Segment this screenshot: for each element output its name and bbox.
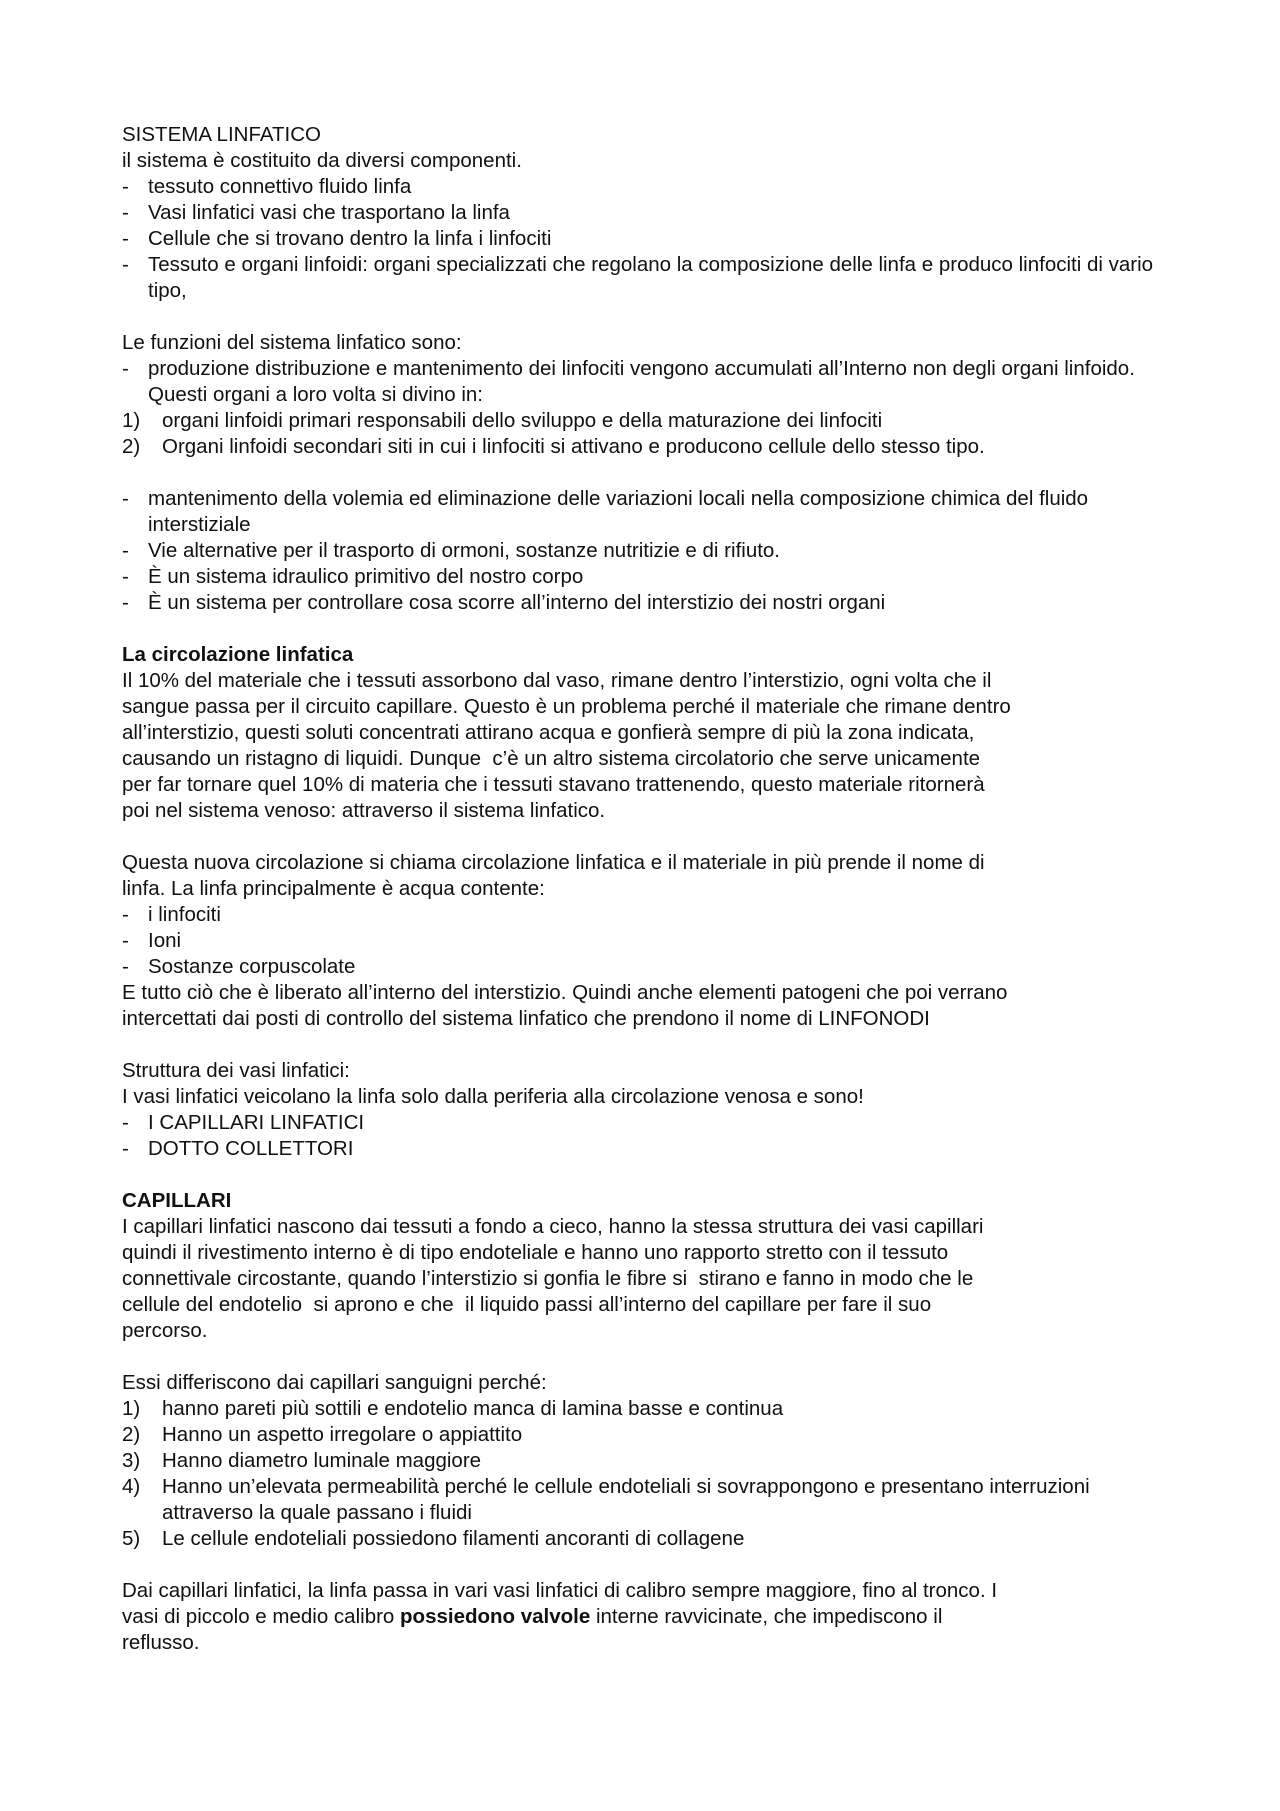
document-title: SISTEMA LINFATICO [122, 123, 321, 146]
structure-intro: I vasi linfatici veicolano la linfa solo dalla periferia alla circolazione venosa e sono! [122, 1085, 864, 1108]
spacer [122, 824, 1182, 850]
numbered-item: 2) Organi linfoidi secondari siti in cui i linfociti si attivano e producono cellule dello stesso tipo. [122, 435, 985, 458]
final-paragraph [122, 1578, 1182, 1656]
list-item: - Vie alternative per il trasporto di ormoni, sostanze nutritizie e di rifiuto. [122, 539, 781, 562]
numbered-item: 2) Hanno un aspetto irregolare o appiattito [122, 1423, 523, 1446]
circulation-heading: La circolazione linfatica [122, 643, 354, 666]
paragraph-line: causando un ristagno di liquidi. Dunque c’è un altro sistema circolatorio che serve unicamente [122, 747, 981, 770]
dash-bullet: - [122, 1111, 129, 1134]
item-number: 3) [122, 1449, 141, 1472]
list-item: - i linfociti [122, 903, 221, 926]
spacer [122, 1032, 1182, 1058]
paragraph-line [122, 1604, 1182, 1630]
spacer [122, 460, 1182, 486]
numbered-item: 1) hanno pareti più sottili e endotelio manca di lamina basse e continua [122, 1397, 784, 1420]
list-item: - DOTTO COLLETTORI [122, 1137, 354, 1160]
list-item: - Tessuto e organi linfoidi: organi specializzati che regolano la composizione delle linfa e produco linfociti di vario tipo, [122, 253, 1154, 302]
list-item: - produzione distribuzione e mantenimento dei linfociti vengono accumulati all’Interno non degli organi linfoido. Questi organi a loro volta si divino in: [122, 357, 1135, 406]
paragraph-line: Il 10% del materiale che i tessuti assorbono dal vaso, rimane dentro l’interstizio, ogni volta che il [122, 669, 992, 692]
numbered-item: 3) Hanno diametro luminale maggiore [122, 1449, 482, 1472]
item-number: 2) [122, 435, 141, 458]
dash-bullet: - [122, 903, 129, 926]
differences-list [122, 1396, 1182, 1552]
item-number: 1) [122, 1397, 141, 1420]
structure-heading: Struttura dei vasi linfatici: [122, 1059, 350, 1082]
item-number: 4) [122, 1475, 141, 1498]
structure-list [122, 1110, 1182, 1162]
list-item: - mantenimento della volemia ed eliminazione delle variazioni locali nella composizione chimica del fluido interstiziale [122, 487, 1089, 536]
paragraph-line: cellule del endotelio si aprono e che il liquido passi all’interno del capillare per fare il suo [122, 1293, 932, 1316]
capillari-paragraph [122, 1214, 1182, 1344]
item-number: 2) [122, 1423, 141, 1446]
dash-bullet: - [122, 357, 129, 380]
spacer [122, 304, 1182, 330]
item-number: 1) [122, 409, 141, 432]
spacer [122, 616, 1182, 642]
functions-more-list [122, 486, 1182, 616]
paragraph-line: connettivale circostante, quando l’interstizio si gonfia le fibre si stirano e fanno in modo che le [122, 1267, 974, 1290]
numbered-item: 1) organi linfoidi primari responsabili dello sviluppo e della maturazione dei linfociti [122, 409, 883, 432]
paragraph-line: reflusso. [122, 1631, 200, 1654]
numbered-item: 5) Le cellule endoteliali possiedono filamenti ancoranti di collagene [122, 1527, 745, 1550]
list-item: - I CAPILLARI LINFATICI [122, 1111, 365, 1134]
circulation-paragraph [122, 668, 1182, 824]
dash-bullet: - [122, 201, 129, 224]
capillari-heading: CAPILLARI [122, 1189, 232, 1212]
components-list [122, 174, 1182, 304]
dash-bullet: - [122, 955, 129, 978]
paragraph-line: percorso. [122, 1319, 208, 1342]
dash-bullet: - [122, 929, 129, 952]
item-number: 5) [122, 1527, 141, 1550]
organ-types-list [122, 408, 1182, 460]
spacer [122, 1162, 1182, 1188]
paragraph-line: Questa nuova circolazione si chiama circolazione linfatica e il materiale in più prende il nome di [122, 851, 985, 874]
paragraph-line: sangue passa per il circuito capillare. Questo è un problema perché il materiale che rimane dentro [122, 695, 1011, 718]
paragraph-line: linfa. La linfa principalmente è acqua contente: [122, 877, 545, 900]
list-item: - tessuto connettivo fluido linfa [122, 175, 412, 198]
dash-bullet: - [122, 565, 129, 588]
list-item: - Sostanze corpuscolate [122, 955, 356, 978]
dash-bullet: - [122, 175, 129, 198]
bold-text-run: possiedono valvole [400, 1605, 591, 1628]
paragraph-line: quindi il rivestimento interno è di tipo endoteliale e hanno uno rapporto stretto con il tessuto [122, 1241, 949, 1264]
dash-bullet: - [122, 591, 129, 614]
text-run: interne ravvicinate, che impediscono il [590, 1605, 943, 1628]
spacer [122, 1552, 1182, 1578]
paragraph-line: I capillari linfatici nascono dai tessuti a fondo a cieco, hanno la stessa struttura dei vasi capillari [122, 1215, 984, 1238]
dash-bullet: - [122, 539, 129, 562]
dash-bullet: - [122, 253, 129, 276]
list-item: - Ioni [122, 929, 182, 952]
list-item: - Vasi linfatici vasi che trasportano la linfa [122, 201, 510, 224]
list-item: - Cellule che si trovano dentro la linfa i linfociti [122, 227, 552, 250]
list-item: - È un sistema idraulico primitivo del nostro corpo [122, 565, 584, 588]
differences-heading: Essi differiscono dai capillari sanguigni perché: [122, 1371, 547, 1394]
spacer [122, 1344, 1182, 1370]
linfa-list [122, 902, 1182, 980]
dash-bullet: - [122, 227, 129, 250]
numbered-item: 4) Hanno un’elevata permeabilità perché le cellule endoteliali si sovrappongono e presentano interruzioni attraverso la quale passano i fluidi [122, 1475, 1090, 1524]
dash-bullet: - [122, 487, 129, 510]
paragraph-line: all’interstizio, questi soluti concentrati attirano acqua e gonfierà sempre di più la zona indicata, [122, 721, 975, 744]
text-run: vasi di piccolo e medio calibro [122, 1605, 401, 1628]
paragraph-line: poi nel sistema venoso: attraverso il sistema linfatico. [122, 799, 606, 822]
list-item: - È un sistema per controllare cosa scorre all’interno del interstizio dei nostri organi [122, 591, 886, 614]
paragraph-line: per far tornare quel 10% di materia che i tessuti stavano trattenendo, questo materiale ritornerà [122, 773, 985, 796]
linfa-paragraph [122, 850, 1182, 902]
intro-line: il sistema è costituito da diversi componenti. [122, 149, 522, 172]
paragraph-line: Dai capillari linfatici, la linfa passa in vari vasi linfatici di calibro sempre maggiore, fino al tronco. I [122, 1579, 998, 1602]
paragraph-line: intercettati dai posti di controllo del sistema linfatico che prendono il nome di LINFONODI [122, 1007, 930, 1030]
dash-bullet: - [122, 1137, 129, 1160]
linfa-after-paragraph [122, 980, 1182, 1032]
functions-heading: Le funzioni del sistema linfatico sono: [122, 331, 462, 354]
document-body [122, 122, 1182, 1656]
paragraph-line: E tutto ciò che è liberato all’interno del interstizio. Quindi anche elementi patogeni che poi verrano [122, 981, 1008, 1004]
